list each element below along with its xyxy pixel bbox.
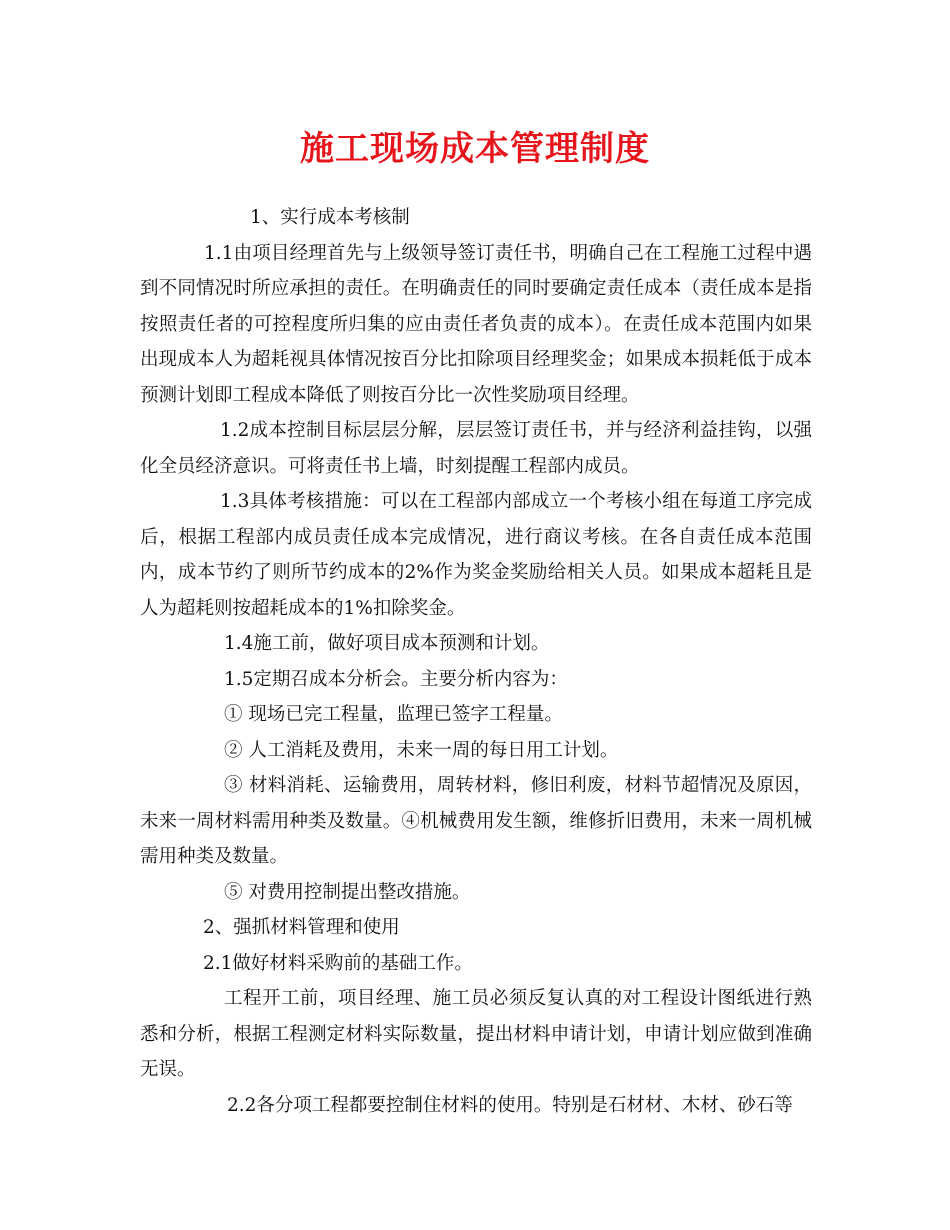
- paragraph-2-2: 2.2各分项工程都要控制住材料的使用。特别是石材材、木材、砂石等: [227, 1094, 793, 1116]
- list-item-5: ⑤ 对费用控制提出整改措施。: [224, 881, 471, 903]
- paragraph-1-1: 1.1由项目经理首先与上级领导签订责任书，明确自己在工程施工过程中遇到不同情况时所应承担的责任。在明确责任的同时要确定责任成本（责任成本是指按照责任者的可控程度所归集的应由责任者负责的成本）。在责任成本范围内如果出现成本人为超耗视具体情况按百分比扣除项目经理奖金；如果成本损耗低于成本预测计划即工程成本降低了则按百分比一次性奖励项目经理。: [140, 242, 812, 406]
- paragraph-1-2: 1.2成本控制目标层层分解，层层签订责任书，并与经济利益挂钩，以强化全员经济意识。可将责任书上墙，时刻提醒工程部内成员。: [140, 420, 812, 477]
- paragraph-2-1-body: 工程开工前，项目经理、施工员必须反复认真的对工程设计图纸进行熟悉和分析，根据工程测定材料实际数量，提出材料申请计划，申请计划应做到准确无误。: [140, 988, 812, 1080]
- paragraph-1-4: 1.4施工前，做好项目成本预测和计划。: [224, 633, 550, 654]
- list-item-1: ① 现场已完工程量，监理已签字工程量。: [224, 704, 563, 725]
- document-body: [140, 200, 812, 1123]
- section-heading-2: 2、强抓材料管理和使用: [203, 917, 400, 938]
- list-item-2: ② 人工消耗及费用，未来一周的每日用工计划。: [224, 739, 619, 761]
- paragraph-1-5: 1.5定期召成本分析会。主要分析内容为：: [224, 668, 568, 690]
- section-heading-1: 1、实行成本考核制: [250, 207, 410, 228]
- paragraph-2-1: 2.1做好材料采购前的基础工作。: [203, 952, 473, 974]
- document-title: 施工现场成本管理制度: [300, 129, 650, 169]
- paragraph-1-3: 1.3具体考核措施：可以在工程部内部成立一个考核小组在每道工序完成后，根据工程部内成员责任成本完成情况，进行商议考核。在各自责任成本范围内，成本节约了则所节约成本的2%作为奖金奖励给相关人员。如果成本超耗且是人为超耗则按超耗成本的1%扣除奖金。: [140, 491, 812, 619]
- list-item-3-4: ③ 材料消耗、运输费用，周转材料，修旧利废，材料节超情况及原因，未来一周材料需用种类及数量。④机械费用发生额，维修折旧费用，未来一周机械需用种类及数量。: [140, 775, 812, 867]
